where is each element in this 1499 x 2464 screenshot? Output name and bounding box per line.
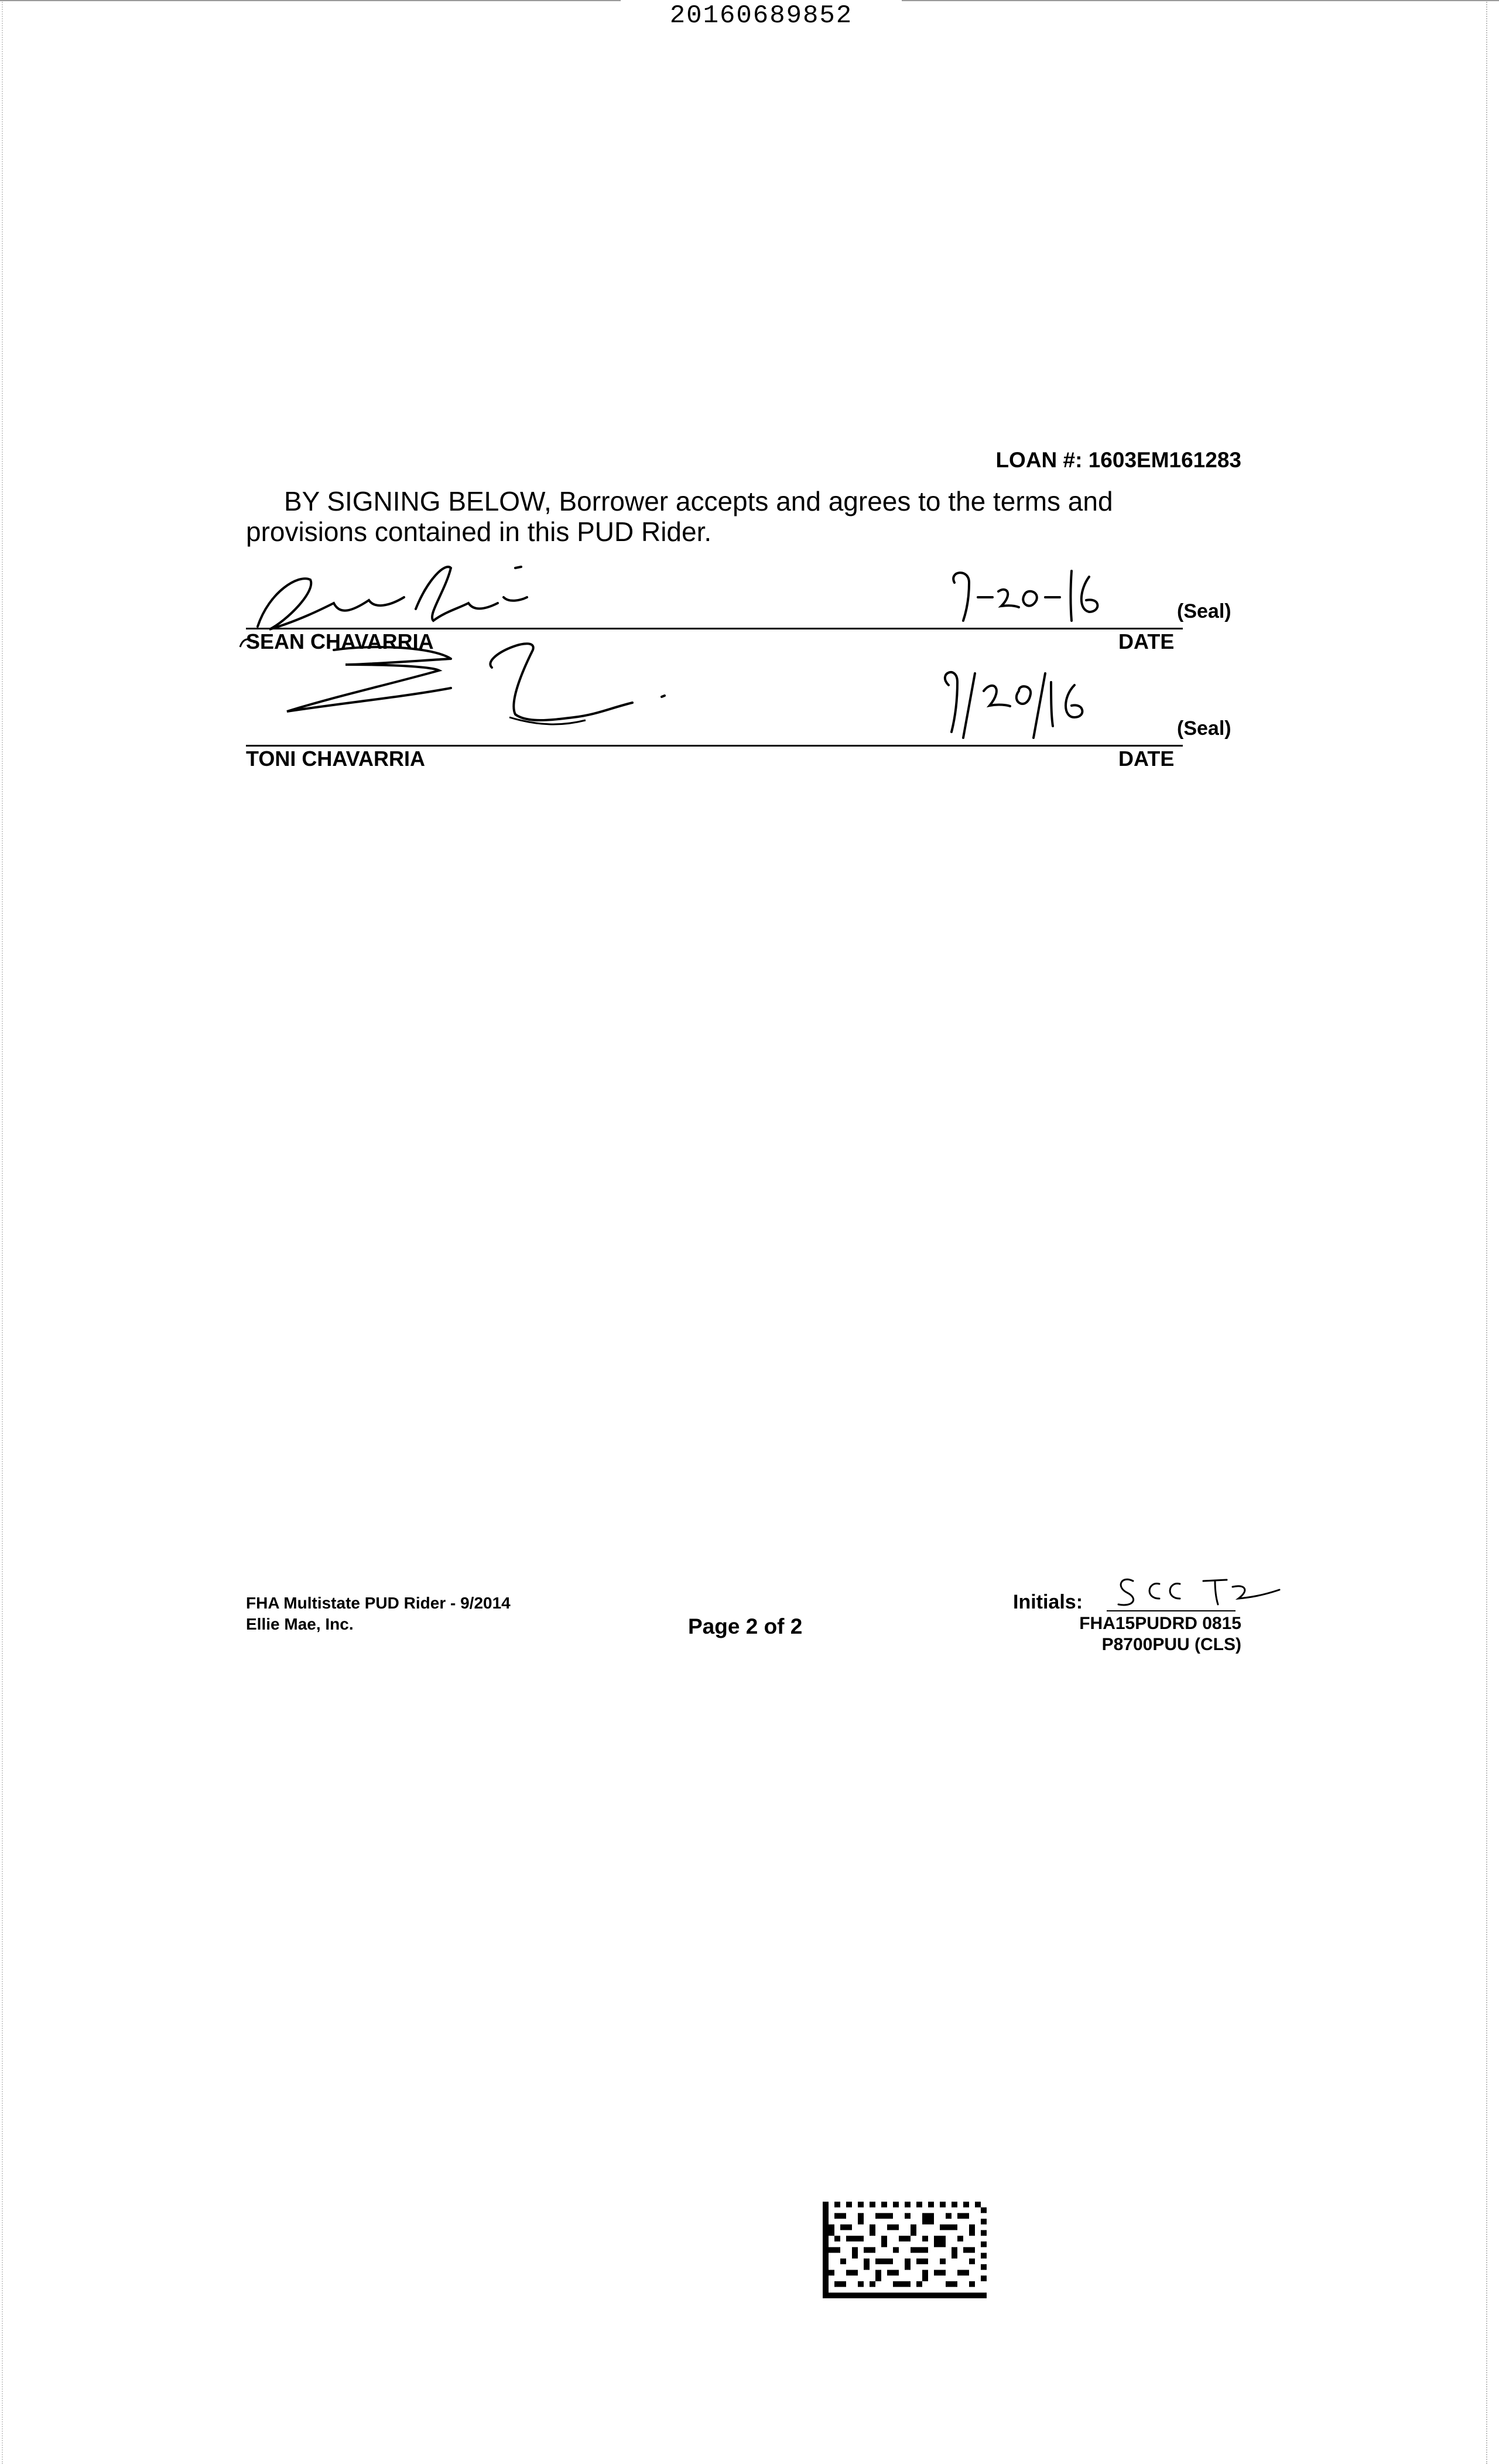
signature-row-toni (246, 673, 1241, 779)
signer-name-sean: SEAN CHAVARRIA (246, 629, 434, 653)
form-code-2: P8700PUU (CLS) (1101, 1635, 1241, 1654)
date-label-toni: DATE (1118, 747, 1175, 771)
initials-line (1107, 1610, 1236, 1611)
document-number: 20160689852 (621, 0, 902, 30)
page-left-edge (2, 0, 3, 2464)
form-code-1: FHA15PUDRD 0815 (1079, 1614, 1241, 1633)
form-title: FHA Multistate PUD Rider - 9/2014 (246, 1594, 511, 1612)
toni-signature-icon (258, 638, 703, 755)
seal-label-sean: (Seal) (1177, 600, 1231, 622)
sean-date-handwriting-icon (943, 565, 1118, 629)
toni-date-handwriting-icon (931, 662, 1107, 744)
page-right-edge (1486, 0, 1487, 2464)
page-indicator: Page 2 of 2 (688, 1614, 803, 1638)
seal-label-toni: (Seal) (1177, 717, 1231, 740)
footer-form-info (246, 1593, 511, 1635)
signer-name-toni: TONI CHAVARRIA (246, 747, 425, 771)
agreement-text: BY SIGNING BELOW, Borrower accepts and agrees to the terms and provisions contained in this PUD Rider. (246, 486, 1113, 547)
date-label-sean: DATE (1118, 629, 1175, 653)
publisher: Ellie Mae, Inc. (246, 1615, 354, 1633)
form-codes (1079, 1613, 1241, 1655)
initials-label: Initials: (1013, 1591, 1083, 1613)
loan-number: LOAN #: 1603EM161283 (995, 448, 1241, 472)
initials-handwriting-icon (1110, 1569, 1285, 1616)
datamatrix-barcode-icon (823, 2202, 987, 2298)
